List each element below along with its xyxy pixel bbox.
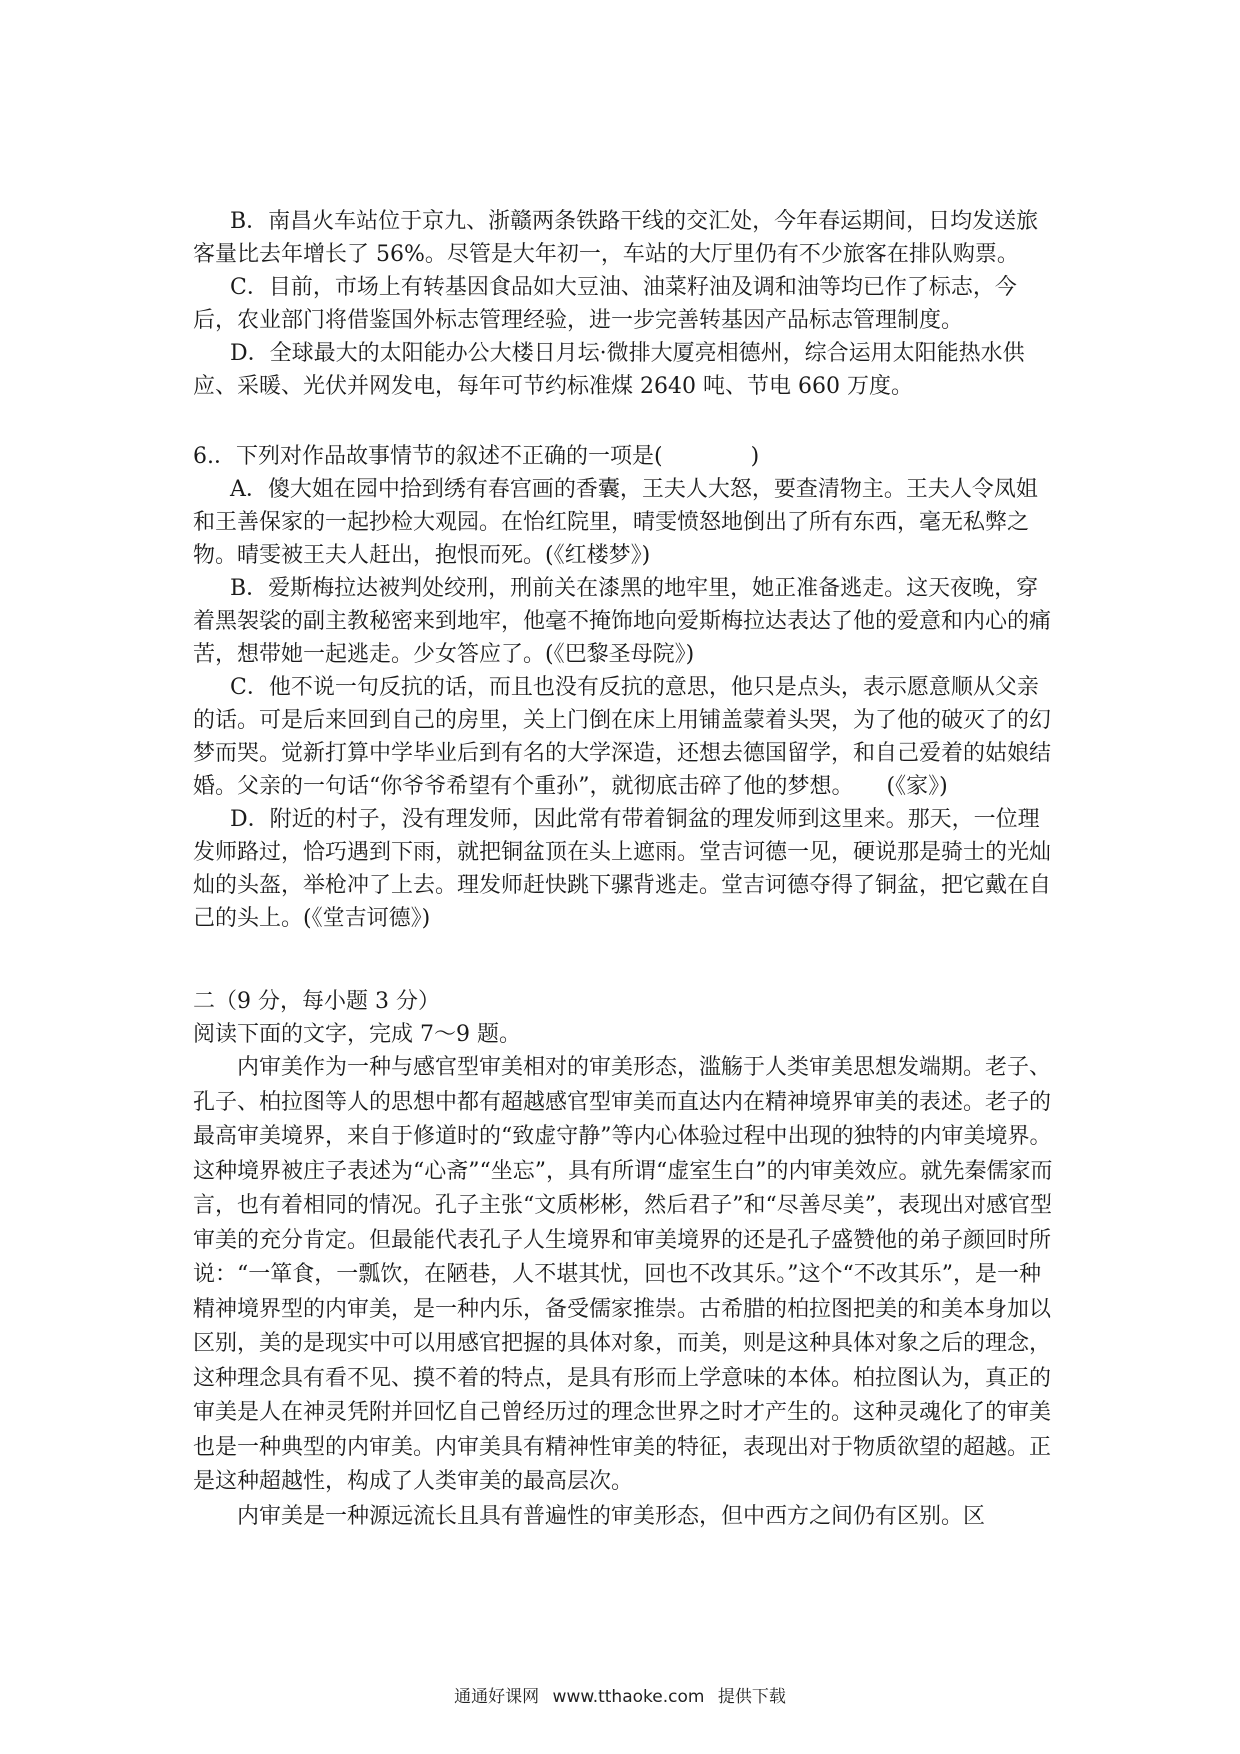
q5-option-d: D．全球最大的太阳能办公大楼日月坛·微排大厦亮相德州，综合运用太阳能热水供应、采暖、光伏并网发电，每年可节约标准煤 2640 吨、节电 660 万度。 <box>193 341 1025 399</box>
page-footer <box>0 1682 1240 1707</box>
q6-option-d: D．附近的村子，没有理发师，因此常有带着铜盆的理发师到这里来。那天，一位理发师路过，恰巧遇到下雨，就把铜盆顶在头上遮雨。堂吉诃德一见，硬说那是骑士的光灿灿的头盔，举枪冲了上去。理发师赶快跳下骡背逃走。堂吉诃德夺得了铜盆，把它戴在自己的头上。(《堂吉诃德》) <box>193 807 1052 931</box>
q6-option-a: A．傻大姐在园中拾到绣有春宫画的香囊，王夫人大怒，要查清物主。王夫人令凤姐和王善保家的一起抄检大观园。在怡红院里，晴雯愤怒地倒出了所有东西，毫无私弊之物。晴雯被王夫人赶出，抱恨而死。(《红楼梦》) <box>193 477 1038 568</box>
question-5-options <box>193 205 1053 403</box>
q5-option-b: B．南昌火车站位于京九、浙赣两条铁路干线的交汇处，今年春运期间，日均发送旅客量比去年增长了 56%。尽管是大年初一，车站的大厅里仍有不少旅客在排队购票。 <box>193 209 1039 267</box>
q6-option-c: C．他不说一句反抗的话，而且也没有反抗的意思，他只是点头，表示愿意顺从父亲的话。可是后来回到自己的房里，关上门倒在床上用铺盖蒙着头哭，为了他的破灭了的幻梦而哭。觉新打算中学毕业后到有名的大学深造，还想去德国留学，和自己爱着的姑娘结婚。父亲的一句话“你爷爷希望有个重孙”，就彻底击碎了他的梦想。 (《家》) <box>193 675 1052 799</box>
q6-stem: 6.．下列对作品故事情节的叙述不正确的一项是( ) <box>193 444 760 469</box>
reading-paragraph-2: 内审美是一种源远流长且具有普遍性的审美形态，但中西方之间仍有区别。区 <box>237 1503 986 1529</box>
reading-instruction: 阅读下面的文字，完成 7～9 题。 <box>193 1022 521 1047</box>
section-heading: 二（9 分，每小题 3 分） <box>193 989 440 1014</box>
section-2-reading <box>193 985 1053 1534</box>
q5-option-c: C．目前，市场上有转基因食品如大豆油、油菜籽油及调和油等均已作了标志，今后，农业部门将借鉴国外标志管理经验，进一步完善转基因产品标志管理制度。 <box>193 275 1017 333</box>
footer-site-name: 通通好课网 <box>454 1687 540 1707</box>
footer-note: 提供下载 <box>717 1687 786 1707</box>
question-6 <box>193 440 1053 935</box>
footer-url: www.tthaoke.com <box>552 1687 705 1707</box>
reading-paragraph-1: 内审美作为一种与感官型审美相对的审美形态，滥觞于人类审美思想发端期。老子、孔子、柏拉图等人的思想中都有超越感官型审美而直达内在精神境界审美的表述。老子的最高审美境界，来自于修道时的“致虚守静”等内心体验过程中出现的独特的内审美境界。这种境界被庄子表述为“心斋”“坐忘”，具有所谓“虚室生白”的内审美效应。就先秦儒家而言，也有着相同的情况。孔子主张“文质彬彬，然后君子”和“尽善尽美”，表现出对感官型审美的充分肯定。但最能代表孔子人生境界和审美境界的还是孔子盛赞他的弟子颜回时所说：“一箪食，一瓢饮，在陋巷，人不堪其忧，回也不改其乐。”这个“不改其乐”，是一种精神境界型的内审美，是一种内乐，备受儒家推崇。古希腊的柏拉图把美的和美本身加以区别，美的是现实中可以用感官把握的具体对象，而美，则是这种具体对象之后的理念，这种理念具有看不见、摸不着的特点，是具有形而上学意味的本体。柏拉图认为，真正的审美是人在神灵凭附并回忆自己曾经历过的理念世界之时才产生的。这种灵魂化了的审美也是一种典型的内审美。内审美具有精神性审美的特征，表现出对于物质欲望的超越。正是这种超越性，构成了人类审美的最高层次。 <box>193 1055 1053 1494</box>
q6-option-b: B．爱斯梅拉达被判处绞刑，刑前关在漆黑的地牢里，她正准备逃走。这天夜晚，穿着黑袈裟的副主教秘密来到地牢，他毫不掩饰地向爱斯梅拉达表达了他的爱意和内心的痛苦，想带她一起逃走。少女答应了。(《巴黎圣母院》) <box>193 576 1052 667</box>
